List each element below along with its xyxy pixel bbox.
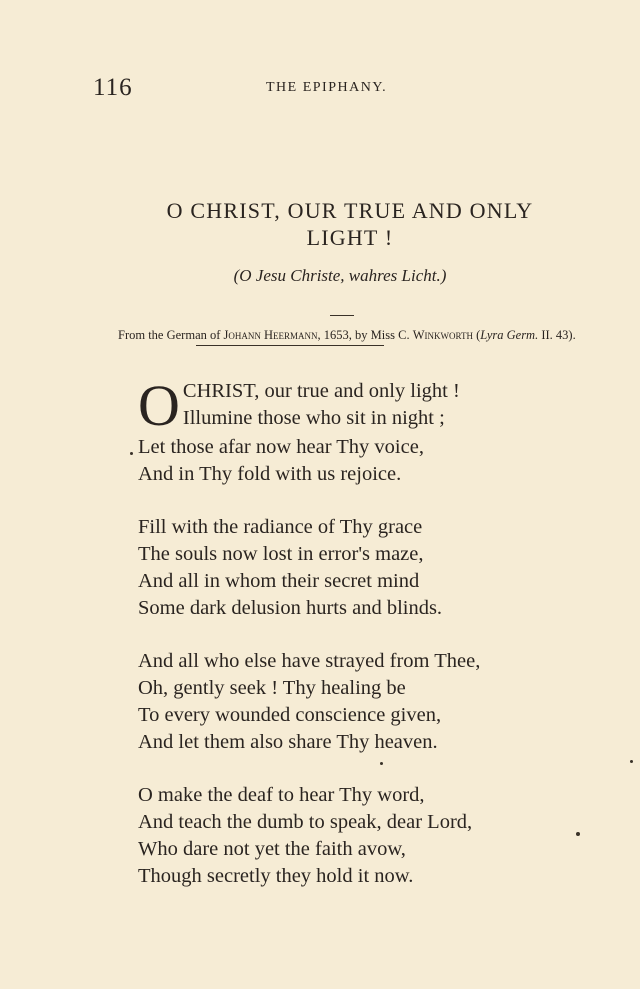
hymn-title-line-1: O CHRIST, OUR TRUE AND ONLY — [166, 198, 534, 223]
work-reference: II. 43). — [538, 328, 576, 342]
poem-line: And let them also share Thy heaven. — [138, 731, 438, 753]
poem-line: To every wounded conscience given, — [138, 704, 442, 726]
poem-line: The souls now lost in error's maze, — [138, 543, 424, 565]
short-rule — [330, 315, 354, 316]
author-name: Johann Heermann — [223, 328, 318, 342]
source-middle: , 1653, by Miss C. — [317, 328, 413, 342]
stanza-3 — [138, 648, 608, 756]
ink-speck — [380, 762, 383, 765]
stanza-1 — [138, 373, 608, 488]
poem-line: Let those afar now hear Thy voice, — [138, 436, 424, 458]
source-prefix: From the German of — [118, 328, 224, 342]
poem-line: O make the deaf to hear Thy word, — [138, 784, 425, 806]
source-paren: ( — [472, 328, 481, 342]
stanza-4 — [138, 782, 608, 890]
poem-line: Though secretly they hold it now. — [138, 865, 414, 887]
ink-speck — [630, 760, 633, 763]
poem-line: And all in whom their secret mind — [138, 570, 420, 592]
poem-line: Who dare not yet the faith avow, — [138, 838, 406, 860]
ink-speck — [576, 832, 580, 836]
poem — [138, 373, 608, 916]
source-rule — [196, 345, 384, 346]
source-attribution — [118, 326, 593, 344]
poem-line: Illumine those who sit in night ; — [182, 407, 445, 429]
poem-line: And all who else have strayed from Thee, — [138, 650, 481, 672]
poem-line: Oh, gently seek ! Thy healing be — [138, 677, 406, 699]
page-header — [93, 74, 415, 101]
poem-line: CHRIST, our true and only light ! — [182, 380, 460, 402]
original-title: (O Jesu Christe, wahres Licht.) — [233, 266, 447, 285]
hymn-title — [60, 197, 640, 251]
ink-speck — [130, 452, 133, 455]
poem-line: Fill with the radiance of Thy grace — [138, 516, 423, 538]
stanza-2 — [138, 514, 608, 622]
page-number: 116 — [93, 74, 133, 101]
work-title: Lyra Germ. — [480, 328, 539, 342]
poem-line: And in Thy fold with us rejoice. — [138, 463, 402, 485]
hymn-title-line-2: LIGHT ! — [306, 225, 394, 250]
drop-cap: O — [138, 373, 180, 438]
translator-name: Winkworth — [412, 328, 473, 342]
poem-line: And teach the dumb to speak, dear Lord, — [138, 811, 473, 833]
running-title: THE EPIPHANY. — [266, 80, 388, 95]
poem-line: Some dark delusion hurts and blinds. — [138, 597, 443, 619]
